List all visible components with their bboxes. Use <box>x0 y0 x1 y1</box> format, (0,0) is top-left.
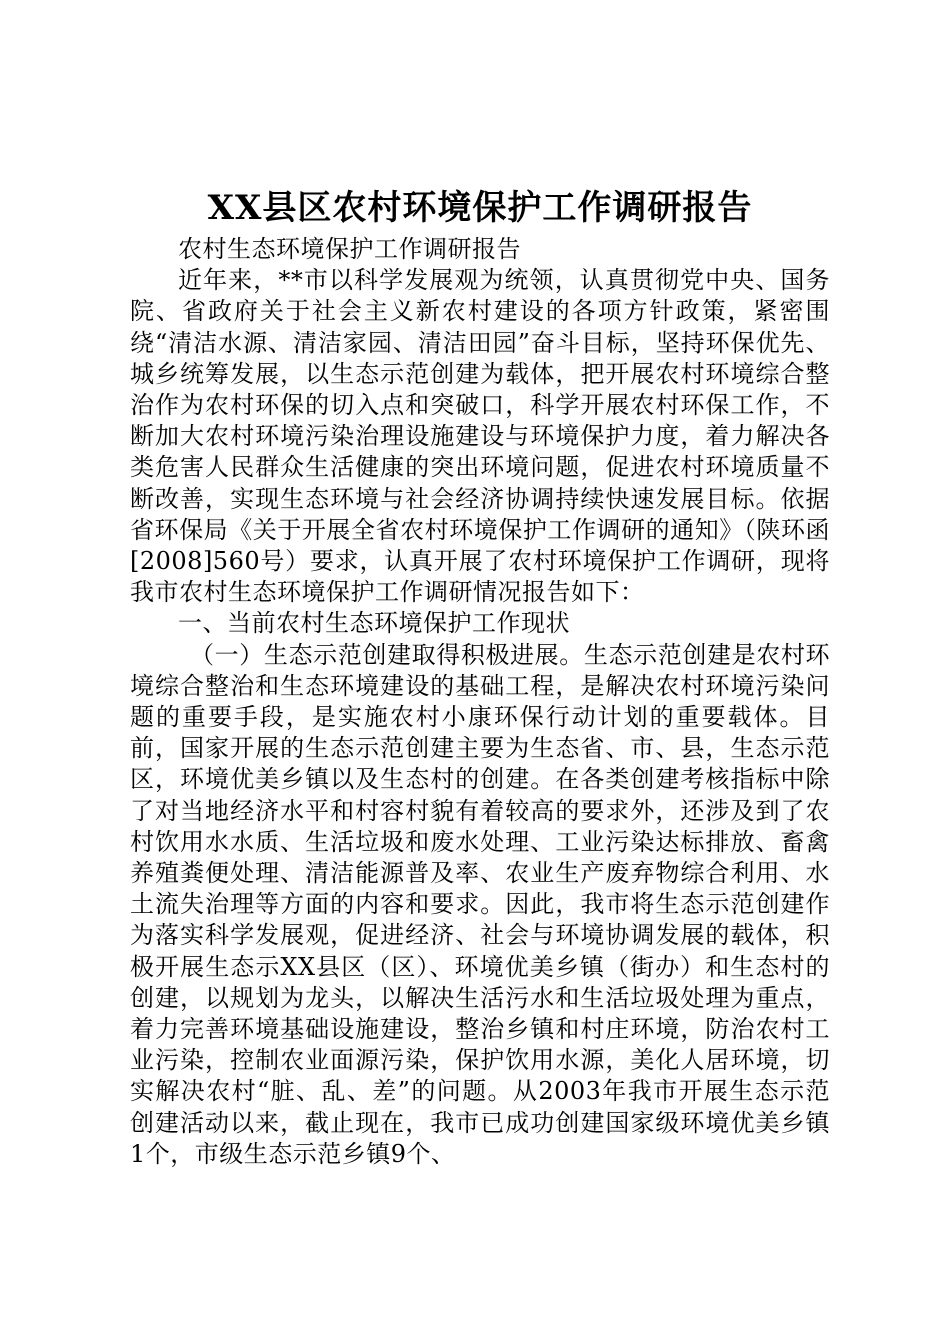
section-heading: 一、当前农村生态环境保护工作现状 <box>178 609 570 638</box>
paragraph-section-1: （一）生态示范创建取得积极进展。生态示范创建是农村环境综合整治和生态环境建设的基础工程，是解决农村环境污染问题的重要手段，是实施农村小康环保行动计划的重要载体。目前，国家开展的生态示范创建主要为生态省、市、县，生态示范区，环境优美乡镇以及生态村的创建。在各类创建考核指标中除了对当地经济水平和村容村貌有着较高的要求外，还涉及到了农村饮用水水质、生活垃圾和废水处理、工业污染达标排放、畜禽养殖粪便处理、清洁能源普及率、农业生产废弃物综合利用、水土流失治理等方面的内容和要求。因此，我市将生态示范创建作为落实科学发展观，促进经济、社会与环境协调发展的载体，积极开展生态示XX县区（区）、环境优美乡镇（街办）和生态村的创建，以规划为龙头，以解决生活污水和生活垃圾处理为重点，着力完善环境基础设施建设，整治乡镇和村庄环境，防治农村工业污染，控制农业面源污染，保护饮用水源，美化人居环境，切实解决农村“脏、乱、差”的问题。从2003年我市开展生态示范创建活动以来，截止现在，我市已成功创建国家级环境优美乡镇1个，市级生态示范乡镇9个、 <box>130 640 830 1168</box>
document-page <box>130 186 830 1170</box>
document-title: XX县区农村环境保护工作调研报告 <box>207 188 753 228</box>
document-subtitle: 农村生态环境保护工作调研报告 <box>178 235 521 263</box>
paragraph-intro: 近年来，**市以科学发展观为统领，认真贯彻党中央、国务院、省政府关于社会主义新农村建设的各项方针政策，紧密围绕“清洁水源、清洁家园、清洁田园”奋斗目标，坚持环保优先、城乡统筹发展，以生态示范创建为载体，把开展农村环境综合整治作为农村环保的切入点和突破口，科学开展农村环保工作，不断加大农村环境污染治理设施建设与环境保护力度，着力解决各类危害人民群众生活健康的突出环境问题，促进农村环境质量不断改善，实现生态环境与社会经济协调持续快速发展目标。依据省环保局《关于开展全省农村环境保护工作调研的通知》（陕环函[2008]560号）要求，认真开展了农村环境保护工作调研，现将我市农村生态环境保护工作调研情况报告如下： <box>130 266 830 607</box>
